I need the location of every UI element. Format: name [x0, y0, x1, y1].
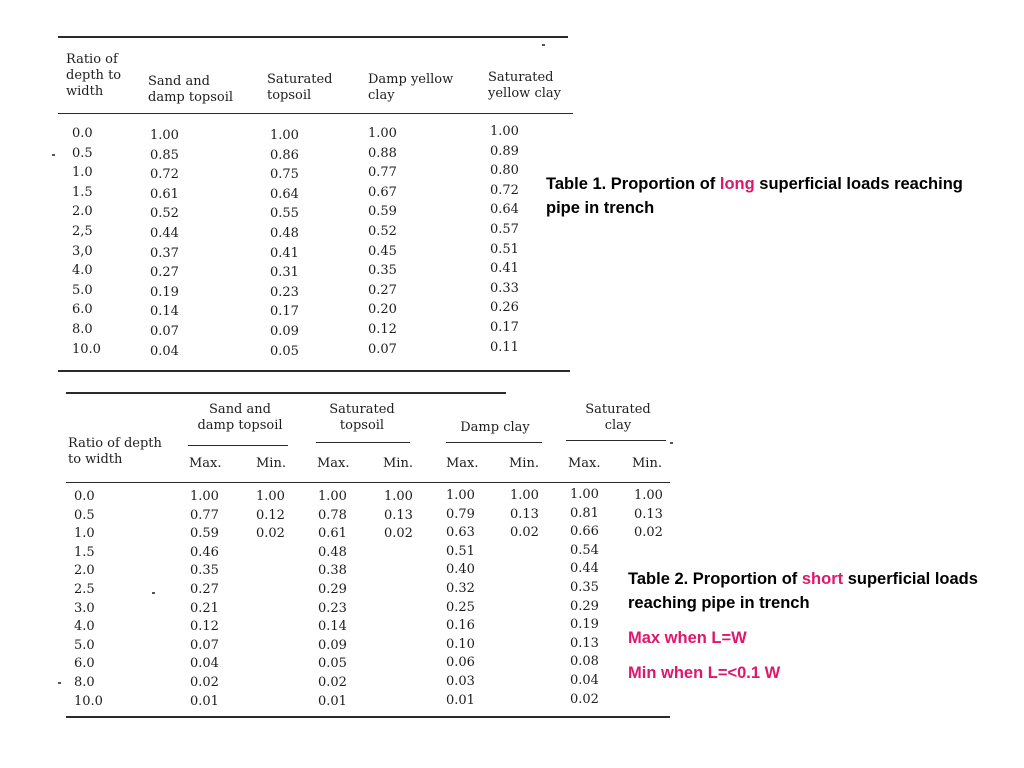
- table2-cell: 0.25: [446, 599, 475, 615]
- note-min: Min when L=<0.1 W: [628, 664, 781, 682]
- table1-cell: 0.17: [270, 304, 299, 320]
- table2-cell: 0.16: [446, 618, 475, 634]
- table2-col-clay-max: [446, 487, 475, 710]
- table2-cell: 0.02: [570, 691, 599, 707]
- table2-cell: 4.0: [74, 619, 95, 635]
- table2-cell: 0.09: [318, 637, 347, 653]
- table2-cell: 1.00: [256, 489, 285, 504]
- table1-cell: 0.05: [270, 343, 299, 359]
- table1-cell: 0.27: [368, 282, 397, 298]
- table2-col-satclay-min: [634, 487, 663, 543]
- table2-cell: 0.46: [190, 544, 219, 560]
- table2-col-clay-min: [510, 487, 539, 543]
- table1-bottom-rule: [58, 370, 570, 372]
- table2-cell: 5.0: [74, 637, 95, 653]
- table1-cell: 0.57: [490, 221, 519, 237]
- table1-cell: 0.86: [270, 147, 299, 163]
- table2-cell: 0.04: [190, 656, 219, 672]
- table2-satclay-min-label: Min.: [632, 456, 662, 471]
- table2-cell: 0.04: [570, 672, 599, 688]
- table1-cell: 0.09: [270, 323, 299, 339]
- table1-scan: [58, 36, 573, 376]
- scan-speck: [670, 442, 673, 444]
- table1-caption: [546, 172, 986, 220]
- table2-cell: 0.10: [446, 636, 475, 652]
- table1-cell: 0.11: [490, 339, 519, 355]
- table2-cell: 1.00: [510, 488, 539, 503]
- table1-cell: 0.14: [150, 304, 179, 320]
- table1-cell: 0.23: [270, 284, 299, 300]
- table2-caption-pre: Table 2. Proportion of: [628, 570, 802, 588]
- table2-cell: 0.08: [570, 654, 599, 670]
- table2-cell: 0.02: [318, 674, 347, 690]
- table2-clay-min-label: Min.: [509, 456, 539, 471]
- table1-top-rule: [58, 36, 568, 38]
- table2-cell: 1.0: [74, 526, 95, 542]
- table1-cell: 1.5: [72, 184, 93, 200]
- table2-cell: 0.06: [446, 655, 475, 671]
- table1-cell: 0.19: [150, 284, 179, 300]
- table1-col-sat-topsoil: [270, 126, 299, 361]
- table1-cell: 0.04: [150, 343, 179, 359]
- table2-cell: 0.13: [570, 635, 599, 651]
- table1-cell: 0.89: [490, 143, 519, 159]
- table2-cell: 0.02: [510, 525, 539, 541]
- scan-speck: [542, 44, 545, 46]
- table1-cell: 0.07: [150, 323, 179, 339]
- note-max: Max when L=W: [628, 629, 747, 647]
- table2-scan: [60, 392, 700, 722]
- table1-cell: 5.0: [72, 282, 93, 298]
- table1-cell: 4.0: [72, 263, 93, 279]
- table1-cell: 0.88: [368, 145, 397, 161]
- table2-cell: 1.00: [634, 488, 663, 503]
- table1-caption-pre: Table 1. Proportion of: [546, 175, 720, 193]
- table2-cell: 0.44: [570, 561, 599, 577]
- table1-header-rule: [58, 113, 573, 114]
- table1-cell: 1.00: [490, 124, 519, 139]
- table1-cell: 1.00: [270, 128, 299, 143]
- table2-clay-max-label: Max.: [446, 456, 479, 471]
- table2-header-ratio: Ratio of depth to width: [68, 436, 162, 467]
- scan-speck: [58, 682, 61, 684]
- table2-cell: 0.63: [446, 525, 475, 541]
- table2-cell: 0.66: [570, 524, 599, 540]
- table1-cell: 0.85: [150, 147, 179, 163]
- table1-header-damp-yellow: Damp yellow clay: [368, 72, 454, 103]
- table2-col-sat-min: [384, 488, 413, 544]
- table2-cell: 0.03: [446, 673, 475, 689]
- table2-sat-min-label: Min.: [383, 456, 413, 471]
- table2-group-sand: Sand and damp topsoil: [197, 402, 283, 433]
- table2-bottom-rule: [66, 716, 670, 718]
- table2-cell: 0.59: [190, 526, 219, 542]
- table1-cell: 0.55: [270, 206, 299, 222]
- table1-header-sand: Sand and damp topsoil: [148, 74, 234, 105]
- table1-cell: 0.5: [72, 145, 93, 161]
- table2-cell: 0.02: [256, 526, 285, 542]
- table1-cell: 0.20: [368, 302, 397, 318]
- table1-cell: 0.59: [368, 204, 397, 220]
- table2-cell: 0.5: [74, 507, 95, 523]
- table2-cell: 0.01: [446, 692, 475, 708]
- table1-cell: 0.45: [368, 243, 397, 259]
- table1-cell: 3,0: [72, 243, 93, 259]
- table1-cell: 0.35: [368, 263, 397, 279]
- table2-header-rule: [66, 482, 670, 483]
- table2-cell: 0.40: [446, 562, 475, 578]
- table2-cell: 1.5: [74, 544, 95, 560]
- table2-cell: 0.61: [318, 526, 347, 542]
- table2-cell: 1.00: [190, 489, 219, 504]
- table1-header-sat-yellow: Saturated yellow clay: [488, 70, 561, 101]
- table1-caption-highlight: long: [719, 175, 755, 193]
- table1-cell: 2.0: [72, 204, 93, 220]
- table2-col-sat-max: [318, 488, 347, 711]
- table2-cell: 0.77: [190, 507, 219, 523]
- table1-cell: 0.80: [490, 163, 519, 179]
- table2-cell: 0.01: [318, 693, 347, 709]
- table2-cell: 6.0: [74, 656, 95, 672]
- table1-col-damp-yellow: [368, 124, 397, 359]
- table2-cell: 8.0: [74, 674, 95, 690]
- table1-cell: 0.48: [270, 225, 299, 241]
- table2-cell: 1.00: [570, 487, 599, 502]
- table2-cell: 0.35: [190, 563, 219, 579]
- table1-cell: 0.52: [150, 206, 179, 222]
- table1-cell: 0.52: [368, 223, 397, 239]
- table2-cell: 0.35: [570, 579, 599, 595]
- table2-cell: 0.21: [190, 600, 219, 616]
- table2-group-rule-clay: [446, 442, 542, 443]
- table1-cell: 0.41: [490, 261, 519, 277]
- table2-caption-post: superficial loads reaching pipe in trench: [628, 570, 978, 612]
- table2-cell: 1.00: [318, 489, 347, 504]
- table2-cell: 0.13: [634, 506, 663, 522]
- table1-cell: 0.0: [72, 126, 93, 141]
- table1-cell: 0.26: [490, 300, 519, 316]
- table2-cell: 0.05: [318, 656, 347, 672]
- table2-cell: 0.27: [190, 581, 219, 597]
- table2-cell: 0.81: [570, 505, 599, 521]
- table2-cell: 0.19: [570, 617, 599, 633]
- table1-cell: 0.37: [150, 245, 179, 261]
- table1-cell: 0.31: [270, 265, 299, 281]
- table2-cell: 2.5: [74, 581, 95, 597]
- table1-cell: 1.00: [368, 126, 397, 141]
- table1-header-sat-topsoil: Saturated topsoil: [267, 72, 333, 103]
- table1-cell: 1.00: [150, 128, 179, 143]
- table1-cell: 0.17: [490, 319, 519, 335]
- table1-cell: 0.64: [490, 202, 519, 218]
- table1-cell: 0.41: [270, 245, 299, 261]
- table1-cell: 1.0: [72, 165, 93, 181]
- table2-cell: 1.00: [446, 488, 475, 503]
- table2-col-sand-min: [256, 488, 285, 544]
- table2-satclay-max-label: Max.: [568, 456, 601, 471]
- table1-cell: 0.33: [490, 280, 519, 296]
- table2-top-rule: [66, 392, 506, 394]
- table1-cell: 0.12: [368, 321, 397, 337]
- scan-speck: [52, 154, 55, 156]
- table2-caption: [628, 567, 1008, 615]
- table1-cell: 2,5: [72, 223, 93, 239]
- table1-cell: 0.61: [150, 186, 179, 202]
- table1-col-sand: [150, 126, 179, 361]
- table2-group-sat-clay: Saturated clay: [585, 402, 651, 433]
- table2-cell: 0.12: [190, 619, 219, 635]
- table1-cell: 6.0: [72, 302, 93, 318]
- table1-cell: 0.75: [270, 167, 299, 183]
- table2-cell: 0.48: [318, 544, 347, 560]
- table2-sand-max-label: Max.: [189, 456, 222, 471]
- table2-cell: 0.14: [318, 619, 347, 635]
- table2-col-sand-max: [190, 488, 219, 711]
- table2-cell: 0.02: [634, 525, 663, 541]
- table2-cell: 0.13: [510, 506, 539, 522]
- table2-cell: 0.32: [446, 580, 475, 596]
- table2-cell: 0.13: [384, 507, 413, 523]
- table2-group-damp-clay: Damp clay: [460, 420, 530, 435]
- table1-cell: 0.07: [368, 341, 397, 357]
- table1-cell: 0.64: [270, 186, 299, 202]
- table1-caption-post: superficial loads reaching pipe in trench: [546, 175, 963, 217]
- table2-group-rule-sand: [188, 445, 288, 446]
- table2-cell: 10.0: [74, 693, 103, 709]
- table2-cell: 0.38: [318, 563, 347, 579]
- table2-cell: 0.29: [570, 598, 599, 614]
- table2-cell: 0.29: [318, 581, 347, 597]
- table1-header-ratio: Ratio of depth to width: [66, 52, 122, 99]
- table1-cell: 0.51: [490, 241, 519, 257]
- table2-caption-highlight: short: [801, 570, 844, 588]
- table2-col-ratio: [74, 488, 103, 711]
- table1-cell: 0.44: [150, 225, 179, 241]
- table2-cell: 2.0: [74, 563, 95, 579]
- table2-cell: 0.01: [190, 693, 219, 709]
- table2-cell: 0.78: [318, 507, 347, 523]
- table1-cell: 0.72: [150, 167, 179, 183]
- table2-cell: 0.79: [446, 506, 475, 522]
- table2-group-rule-satclay: [566, 440, 666, 441]
- table1-cell: 10.0: [72, 341, 101, 357]
- table2-col-satclay-max: [570, 486, 599, 709]
- table2-cell: 0.51: [446, 543, 475, 559]
- table2-cell: 0.23: [318, 600, 347, 616]
- table1-cell: 0.27: [150, 265, 179, 281]
- scan-speck: [152, 592, 155, 594]
- table2-cell: 0.54: [570, 542, 599, 558]
- table1-col-sat-yellow: [490, 122, 519, 357]
- table2-sand-min-label: Min.: [256, 456, 286, 471]
- table2-group-sat-topsoil: Saturated topsoil: [329, 402, 395, 433]
- table2-cell: 1.00: [384, 489, 413, 504]
- table1-cell: 0.67: [368, 184, 397, 200]
- table2-cell: 0.12: [256, 507, 285, 523]
- table1-cell: 0.77: [368, 165, 397, 181]
- table2-cell: 3.0: [74, 600, 95, 616]
- table2-group-rule-sat: [316, 442, 410, 443]
- table1-col-ratio: [72, 124, 101, 359]
- table2-cell: 0.02: [384, 526, 413, 542]
- table2-sat-max-label: Max.: [317, 456, 350, 471]
- table2-cell: 0.0: [74, 489, 95, 504]
- table2-cell: 0.07: [190, 637, 219, 653]
- table1-cell: 8.0: [72, 321, 93, 337]
- table1-cell: 0.72: [490, 182, 519, 198]
- table2-cell: 0.02: [190, 674, 219, 690]
